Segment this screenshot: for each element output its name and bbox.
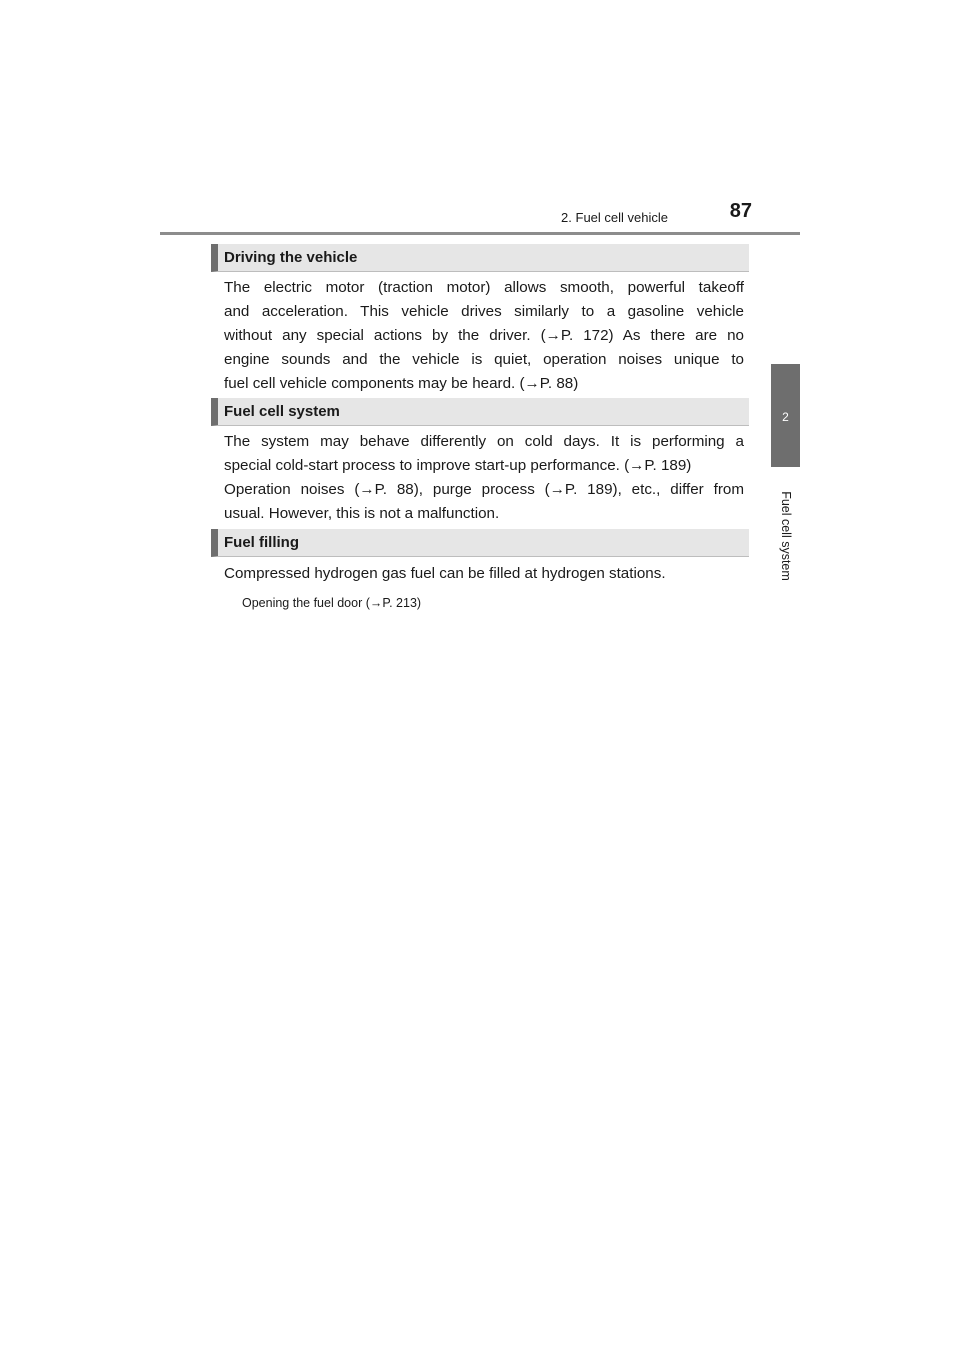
section-heading-driving: Driving the vehicle	[211, 244, 749, 272]
chapter-tab[interactable]	[771, 364, 800, 467]
chapter-tab-label: Fuel cell system	[778, 491, 793, 581]
section-heading-fuel-filling: Fuel filling	[211, 529, 749, 557]
page-header	[0, 0, 960, 236]
header-divider	[160, 232, 800, 235]
section-body-fuel-filling	[224, 562, 744, 586]
page-number: 87	[729, 200, 752, 222]
body-line: and acceleration. This vehicle drives similarly to a gasoline vehicle	[224, 303, 744, 320]
body-line: The electric motor (traction motor) allows smooth, powerful takeoff	[224, 279, 744, 296]
body-line: fuel cell vehicle components may be heard. (→P. 88)	[224, 375, 579, 392]
fuel-door-reference[interactable]: Opening the fuel door (→P. 213)	[242, 596, 422, 610]
chapter-tab-label-wrap	[771, 471, 800, 601]
chapter-tab-number: 2	[782, 410, 789, 424]
body-line: The system may behave differently on cold days. It is performing a	[224, 433, 744, 450]
body-line: engine sounds and the vehicle is quiet, operation noises unique to	[224, 351, 744, 368]
body-line: Compressed hydrogen gas fuel can be filled at hydrogen stations.	[224, 565, 666, 582]
body-line: usual. However, this is not a malfunction.	[224, 505, 500, 522]
section-body-fuel-cell	[224, 430, 744, 526]
body-line: without any special actions by the driver. (→P. 172) As there are no	[224, 327, 744, 344]
chapter-title: 2. Fuel cell vehicle	[561, 210, 668, 225]
section-body-driving	[224, 276, 744, 396]
section-heading-fuel-cell: Fuel cell system	[211, 398, 749, 426]
body-line: Operation noises (→P. 88), purge process (→P. 189), etc., differ from	[224, 481, 744, 498]
body-line: special cold-start process to improve start-up performance. (→P. 189)	[224, 457, 692, 474]
